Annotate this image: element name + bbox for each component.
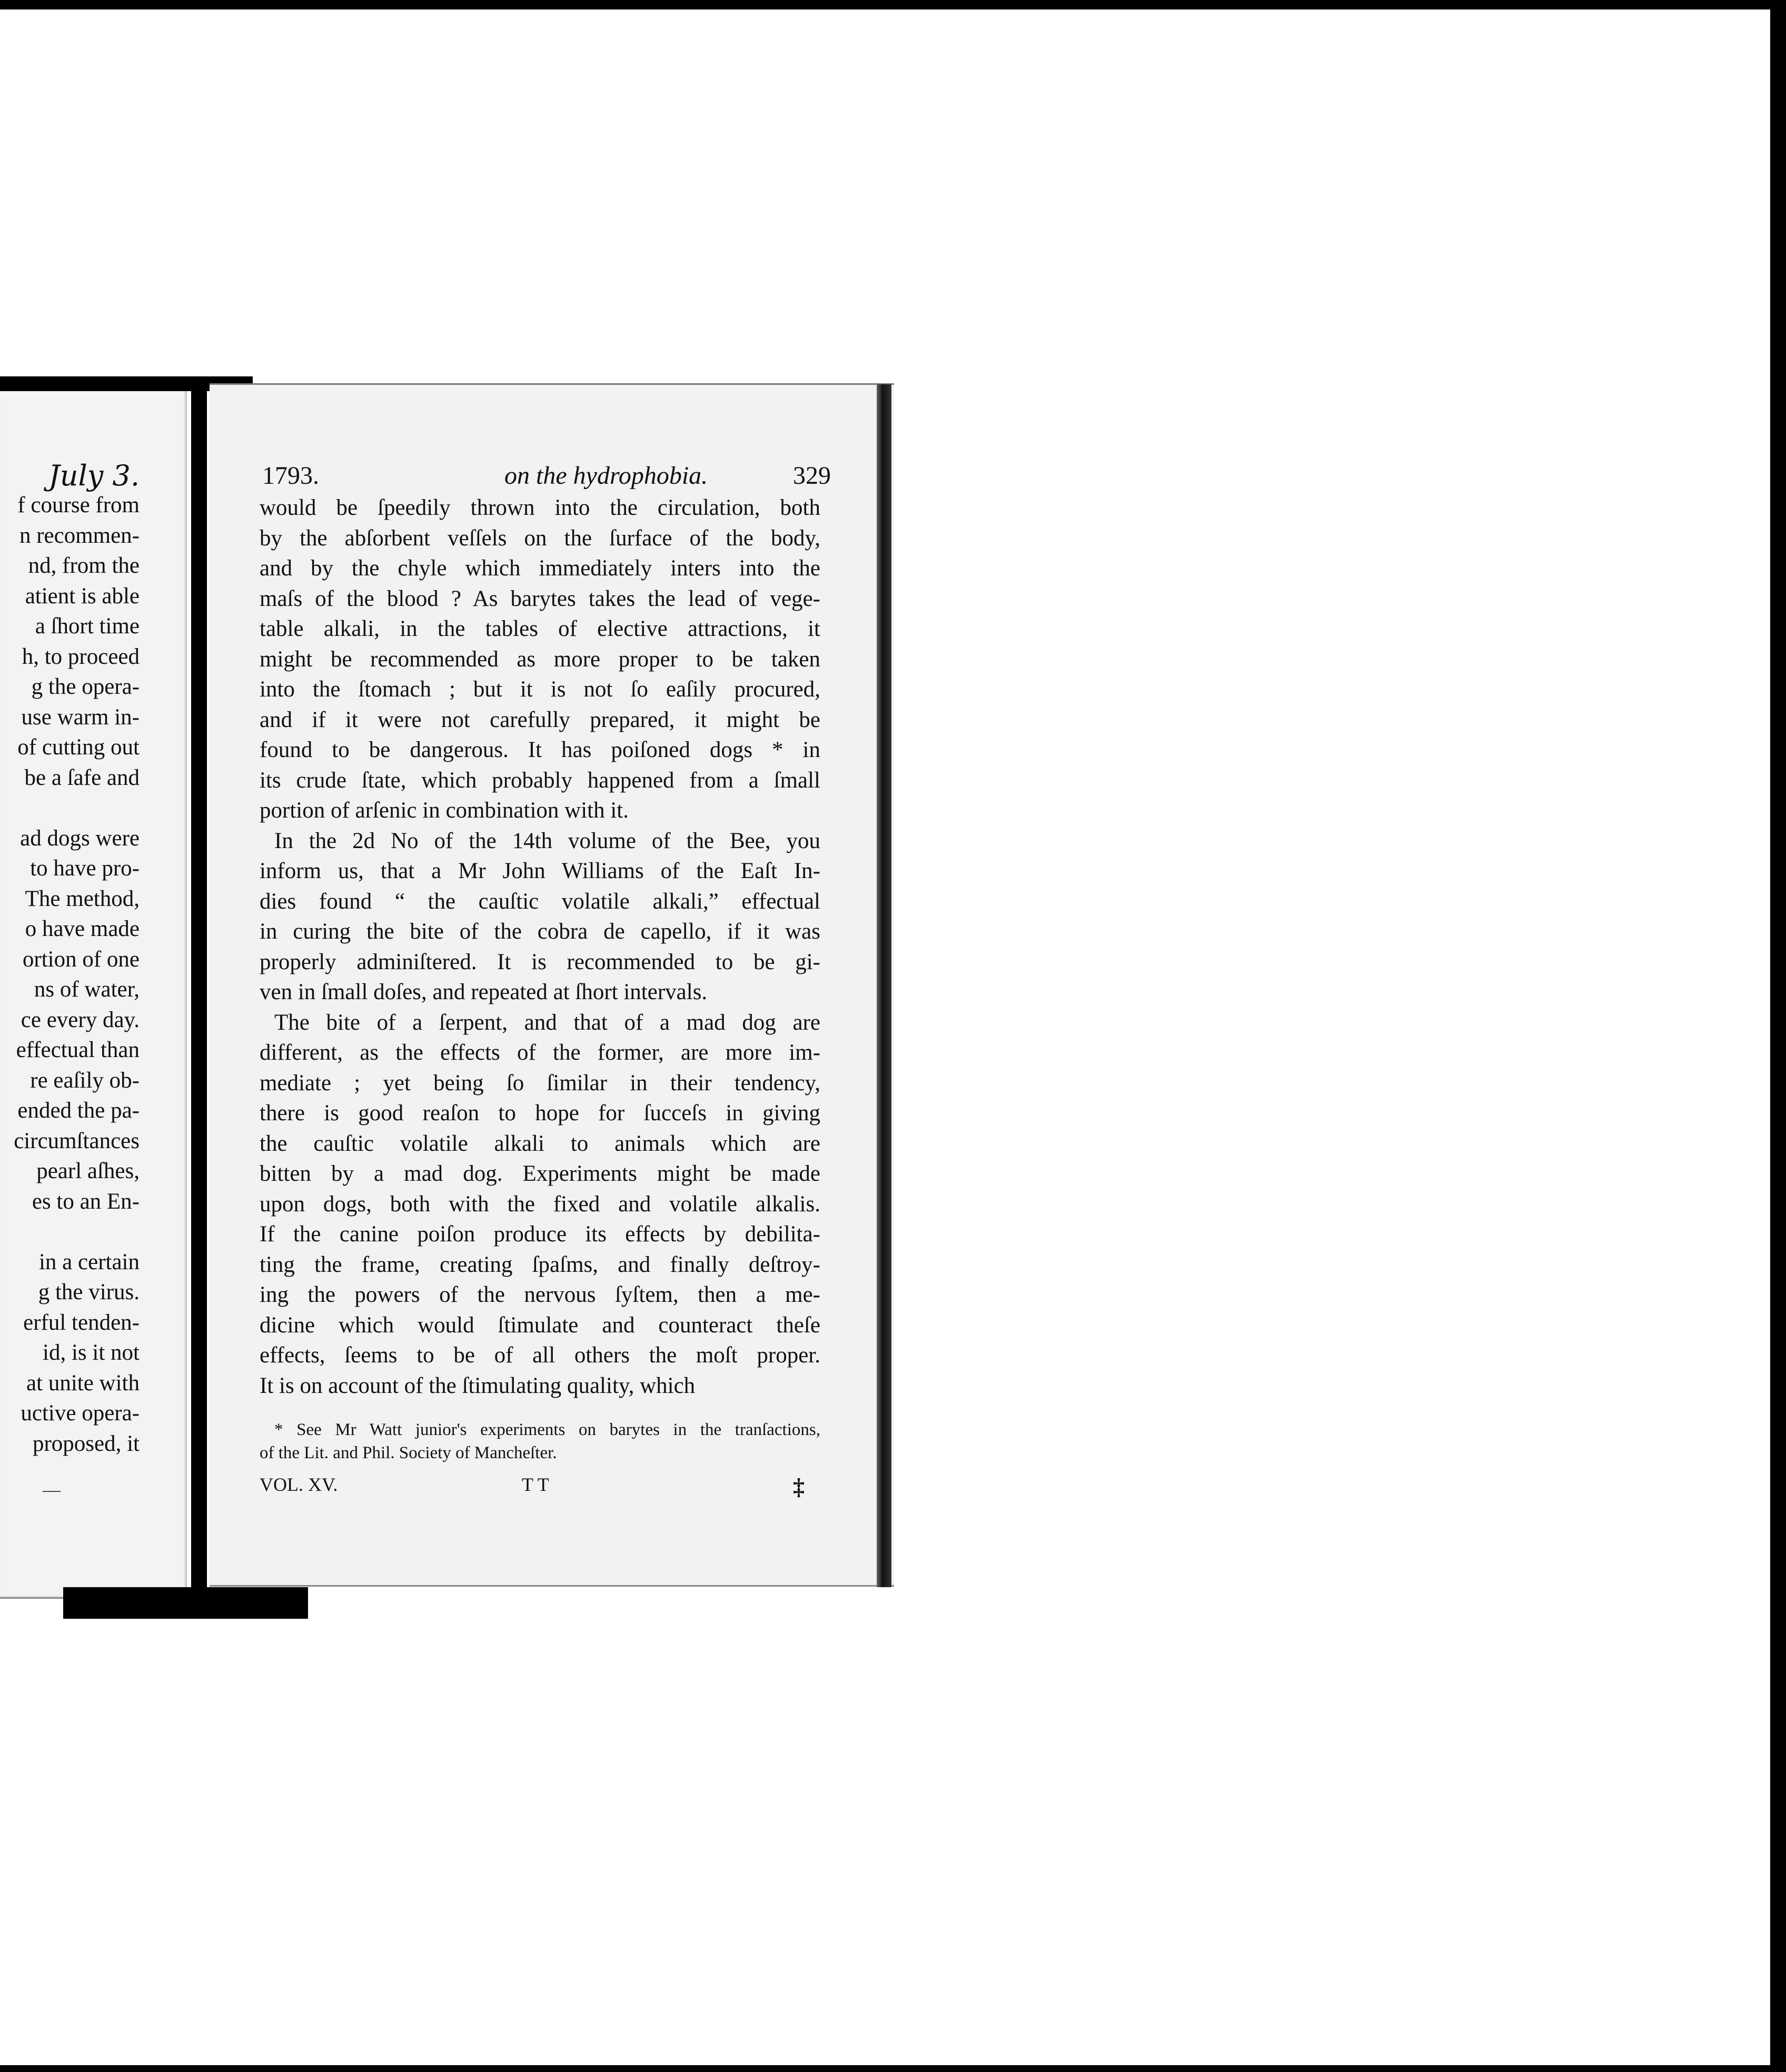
left-page-line: es to an En- [32, 1189, 140, 1214]
double-dagger-mark: ‡ [793, 1474, 805, 1500]
left-page-line: ns of water, [34, 977, 140, 1002]
left-page-bottom-mark: — [43, 1480, 61, 1500]
body-line: the cauſtic volatile alkali to animals which are [260, 1131, 820, 1156]
body-line: effects, ſeems to be of all others the moſt proper. [260, 1343, 820, 1368]
body-line: its crude ſtate, which probably happened from a ſmall [260, 768, 820, 793]
left-page-line: ended the pa- [17, 1098, 140, 1123]
body-line: It is on account of the ſtimulating quality, which [260, 1373, 696, 1398]
left-page-line: id, is it not [43, 1340, 140, 1365]
body-text [260, 493, 820, 1401]
body-line: bitten by a mad dog. Experiments might be made [260, 1161, 820, 1186]
left-page-line [14, 1217, 140, 1247]
left-page-line: pearl aſhes, [36, 1159, 140, 1183]
left-page-line: circumſtances [14, 1128, 140, 1153]
body-line: into the ſtomach ; but it is not ſo eaſily procured, [260, 677, 820, 702]
body-line: dies found “ the cauſtic volatile alkali,” effectual [260, 889, 820, 914]
body-line: there is good reaſon to hope for ſucceſs in giving [260, 1101, 820, 1125]
running-head-year: 1793. [262, 462, 319, 490]
left-page-line: f course from [17, 493, 140, 517]
left-page-line: be a ſafe and [24, 765, 140, 790]
body-line: maſs of the blood ? As barytes takes the lead of vege- [260, 586, 820, 611]
body-line: ing the powers of the nervous ſyſtem, then a me- [260, 1282, 820, 1307]
footnote-line: of the Lit. and Phil. Society of Mancheſter. [260, 1443, 557, 1462]
left-page-line: h, to proceed [22, 644, 140, 669]
left-page-line: g the opera- [31, 674, 140, 699]
body-line: and if it were not carefully prepared, it might be [260, 707, 820, 732]
left-page-line: of cutting out [17, 735, 140, 760]
left-page-line: in a certain [38, 1249, 140, 1274]
page-edge-shadow [877, 384, 891, 1587]
body-line: different, as the effects of the former, are more im- [260, 1040, 820, 1065]
left-page-line: atient is able [25, 583, 140, 609]
binding-clip-bottom [63, 1587, 308, 1619]
volume-label: VOL. XV. [260, 1474, 338, 1495]
book-spine-gutter [191, 382, 207, 1590]
scan-edge-strip [1770, 0, 1786, 2072]
left-page-line: ortion of one [22, 947, 140, 972]
body-line: would be ſpeedily thrown into the circulation, both [260, 495, 820, 520]
left-page-line: at unite with [26, 1370, 140, 1396]
left-page-line: erful tenden- [23, 1310, 140, 1335]
signature-mark: T T [522, 1474, 549, 1495]
running-head-title: on the hydrophobia. [504, 462, 708, 490]
left-page-line: n recommen- [19, 523, 140, 548]
left-page-text [14, 490, 140, 1459]
body-line: might be recommended as more proper to be taken [260, 646, 820, 672]
signature-line [260, 1473, 805, 1500]
left-page-line: a ſhort time [35, 614, 140, 639]
footnote [260, 1418, 820, 1465]
left-page-line: ce every day. [21, 1007, 140, 1032]
page-number: 329 [793, 462, 831, 490]
body-line: The bite of a ſerpent, and that of a mad dog are [274, 1010, 820, 1035]
body-line: inform us, that a Mr John Williams of the Eaſt In- [260, 859, 820, 883]
left-page-line: re eaſily ob- [30, 1068, 140, 1093]
body-line: portion of arſenic in combination with it. [260, 798, 629, 823]
left-page-line: use warm in- [21, 704, 140, 730]
right-page [210, 383, 894, 1587]
left-page [0, 384, 187, 1599]
left-page-heading: July 3. [48, 459, 140, 492]
body-line: table alkali, in the tables of elective attractions, it [260, 616, 820, 641]
footnote-line: * See Mr Watt junior's experiments on barytes in the tranſactions, [274, 1420, 820, 1439]
body-line: In the 2d No of the 14th volume of the Bee, you [274, 828, 820, 853]
left-page-line: to have pro- [30, 856, 140, 881]
left-page-line: o have made [25, 917, 140, 941]
left-page-line: ad dogs were [20, 825, 140, 851]
left-page-line: nd, from the [28, 553, 140, 578]
body-line: If the canine poiſon produce its effects by debilita- [260, 1222, 820, 1247]
body-line: found to be dangerous. It has poiſoned dogs * in [260, 738, 820, 762]
body-line: by the abſorbent veſſels on the ſurface of the body, [260, 525, 820, 551]
running-head [262, 461, 831, 494]
body-line: ven in ſmall doſes, and repeated at ſhort intervals. [260, 980, 708, 1004]
left-page-line: proposed, it [32, 1431, 140, 1456]
body-line: in curing the bite of the cobra de capello, if it was [260, 919, 820, 944]
left-page-line: The method, [25, 886, 140, 911]
left-page-line: uctive opera- [21, 1401, 140, 1426]
body-line: mediate ; yet being ſo ſimilar in their tendency, [260, 1070, 820, 1095]
body-line: and by the chyle which immediately inters into the [260, 556, 820, 581]
body-line: ting the frame, creating ſpaſms, and finally deſtroy- [260, 1252, 820, 1277]
body-line: upon dogs, both with the fixed and volatile alkalis. [260, 1191, 820, 1217]
body-line: dicine which would ſtimulate and counteract theſe [260, 1312, 820, 1338]
left-page-line: g the virus. [38, 1280, 140, 1304]
left-page-line [14, 793, 140, 823]
body-line: properly adminiſtered. It is recommended to be gi- [260, 949, 820, 974]
left-page-line: effectual than [16, 1038, 140, 1062]
